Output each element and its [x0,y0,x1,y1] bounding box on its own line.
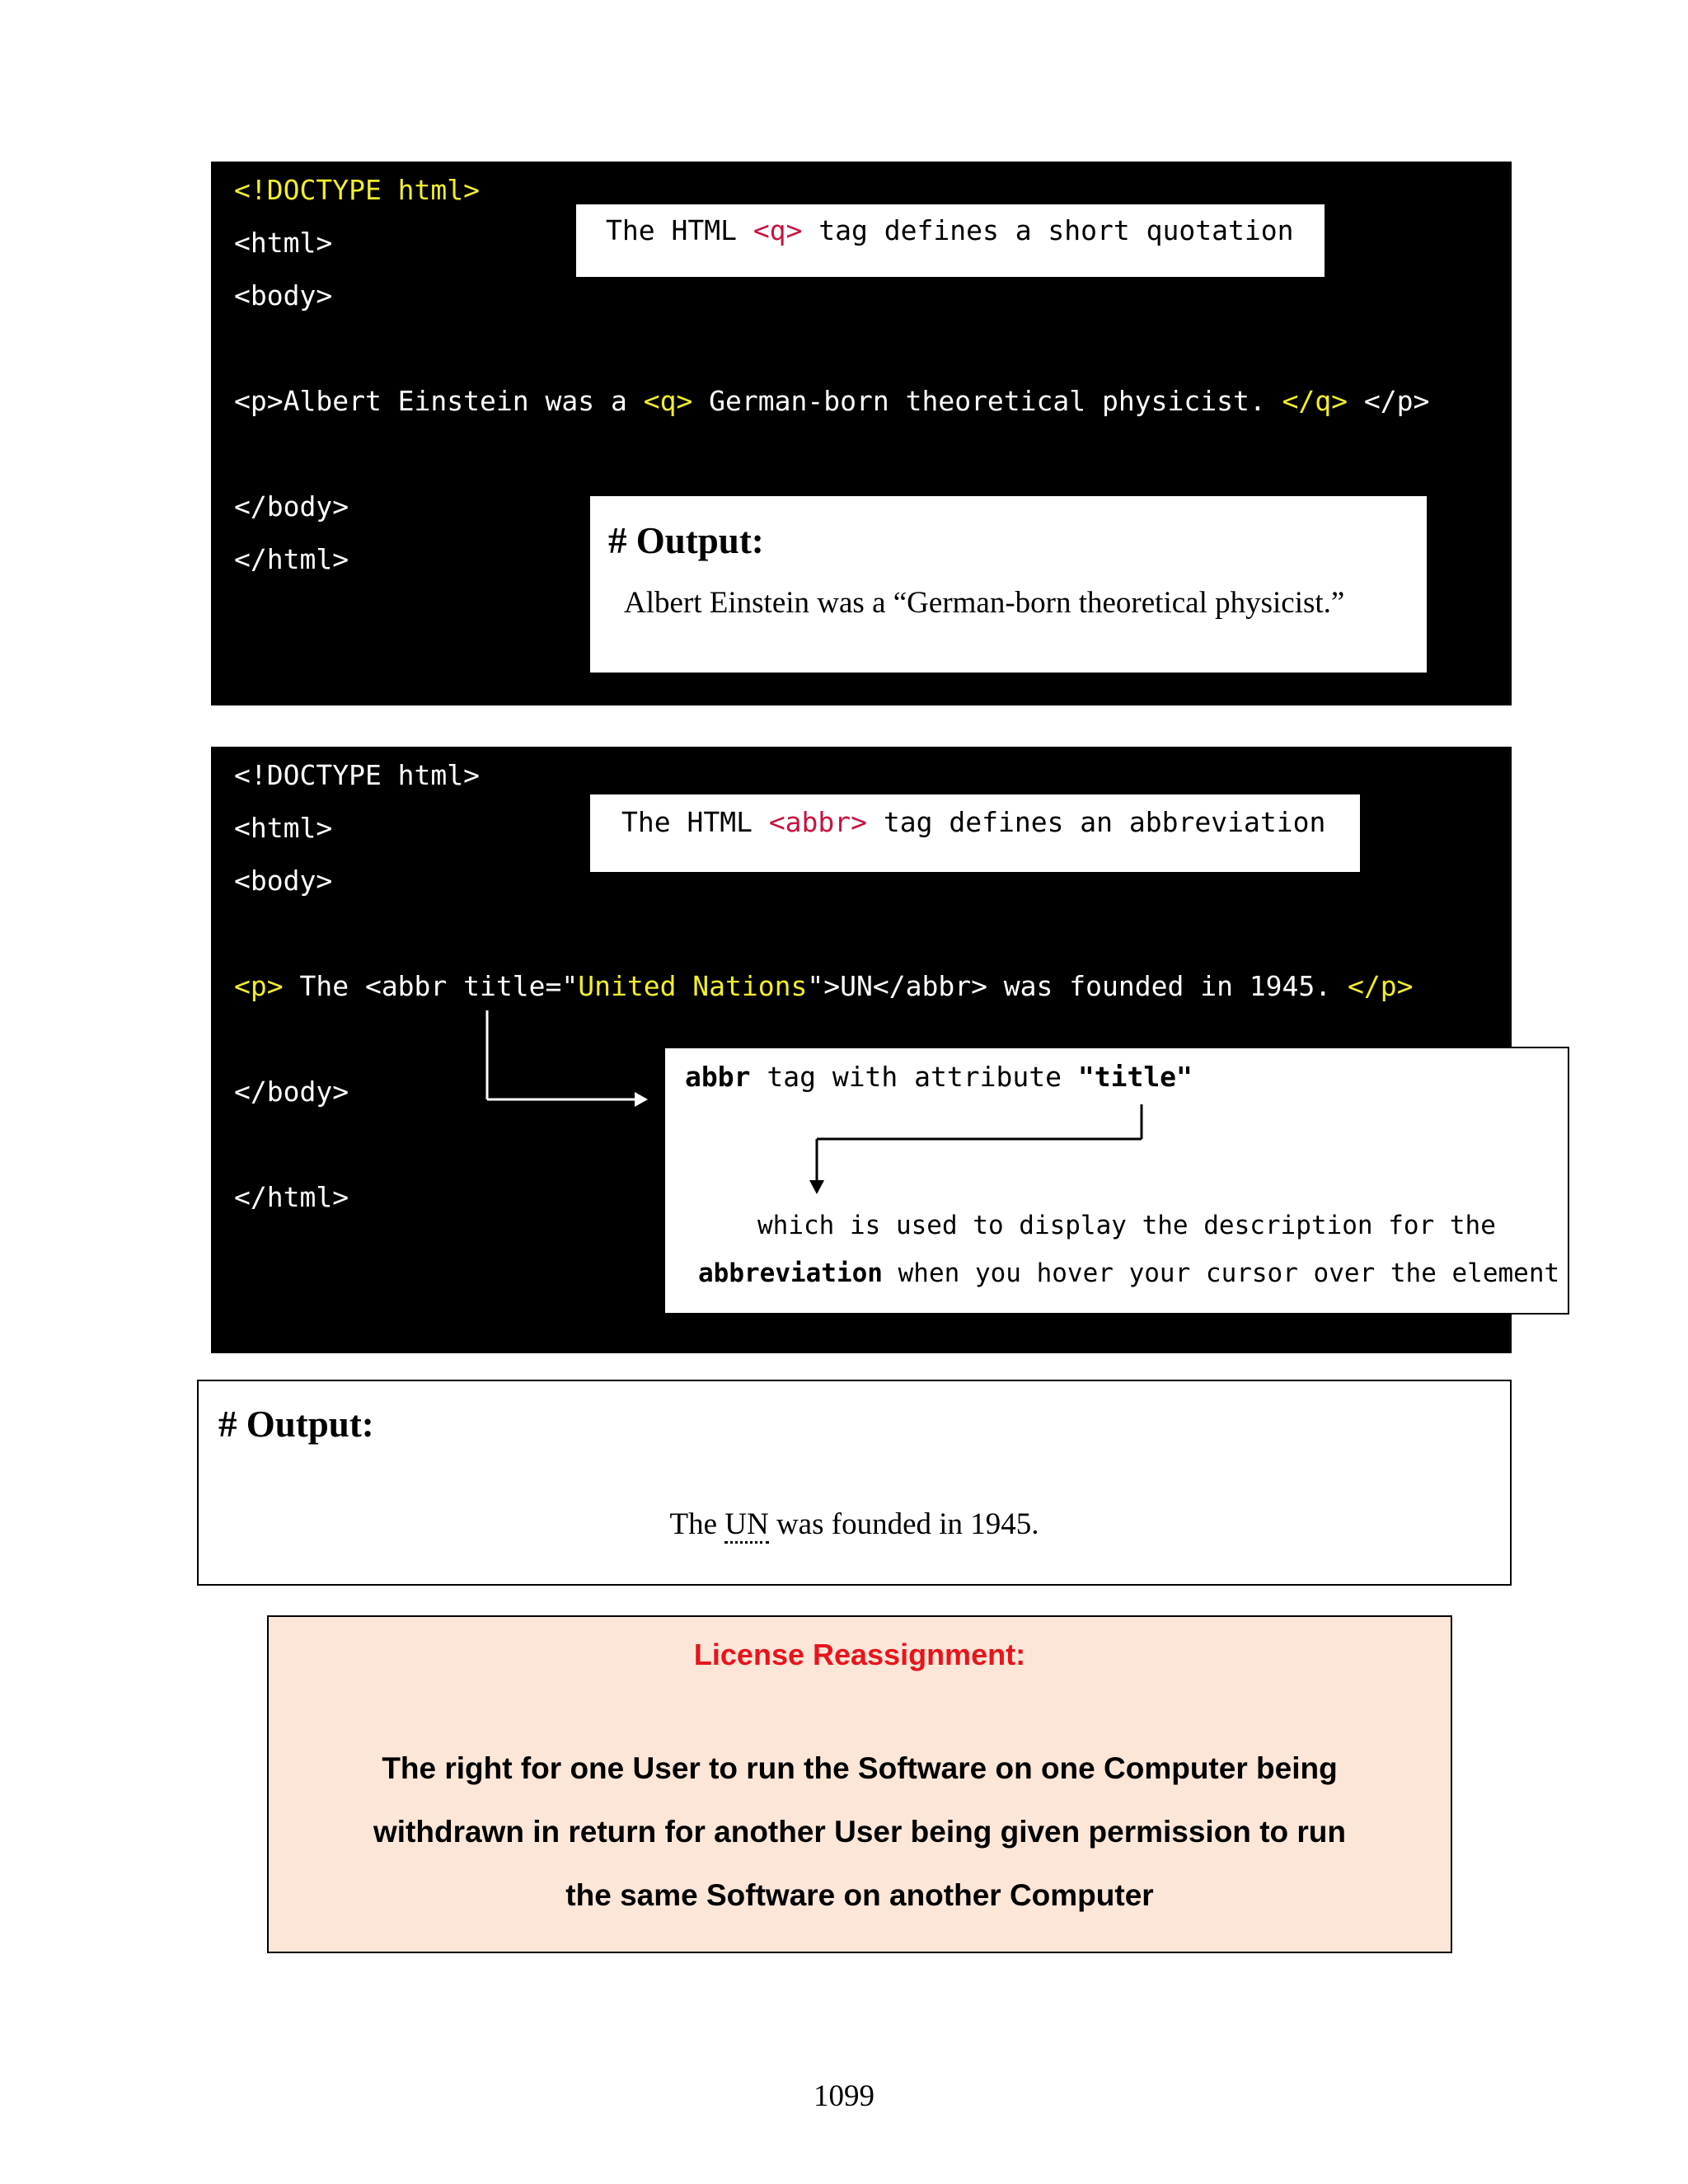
abbr-un[interactable]: UN [724,1507,768,1544]
code-line-html-open: <html> [234,812,333,844]
code-line-body-open: <body> [234,279,333,312]
code-line-html-open: <html> [234,227,333,259]
q-tag-callout-text: The HTML <q> tag defines a short quotation [606,214,1294,246]
code-line-body-open: <body> [234,865,333,897]
abbr-tag-callout-text: The HTML <abbr> tag defines an abbreviation [621,806,1326,838]
code-line-html-close: </html> [234,1181,349,1213]
note-description-line2: abbreviation when you hover your cursor over the element [698,1258,1560,1288]
license-line-3: the same Software on another Computer [565,1878,1154,1912]
q-output-text: Albert Einstein was a “German-born theoretical physicist.” [624,586,1345,620]
license-line-1: The right for one User to run the Software on one Computer being [382,1751,1338,1785]
code-line-body-close: </body> [234,490,349,523]
abbr-tag-callout [590,794,1360,872]
abbr-output-text: The UN was founded in 1945. [199,1507,1510,1542]
code-line-doctype: <!DOCTYPE html> [234,174,481,206]
code-line-html-close: </html> [234,543,349,575]
q-tag-callout [576,204,1325,277]
code-line-body-close: </body> [234,1076,349,1108]
note-heading: abbr tag with attribute "title" [685,1061,1193,1093]
note-description-line1: which is used to display the description for the [757,1211,1496,1240]
code-line-paragraph: <p>Albert Einstein was a <q> German-born theoretical physicist. </q> </p> [234,385,1430,417]
q-output-title: # Output: [608,520,764,561]
license-reassignment-box [267,1615,1452,1953]
license-title: License Reassignment: [693,1638,1026,1671]
abbr-output-box [197,1380,1512,1586]
abbr-output-title: # Output: [218,1404,374,1445]
q-output-box [590,496,1427,673]
license-line-2: withdrawn in return for another User being given permission to run [373,1815,1346,1849]
code-line-paragraph: <p> The <abbr title="United Nations">UN</abbr> was founded in 1945. </p> [234,970,1414,1002]
license-body [269,1736,1451,1927]
page-number: 1099 [814,2079,874,2113]
code-line-doctype: <!DOCTYPE html> [234,759,481,791]
abbr-title-note [663,1047,1569,1315]
